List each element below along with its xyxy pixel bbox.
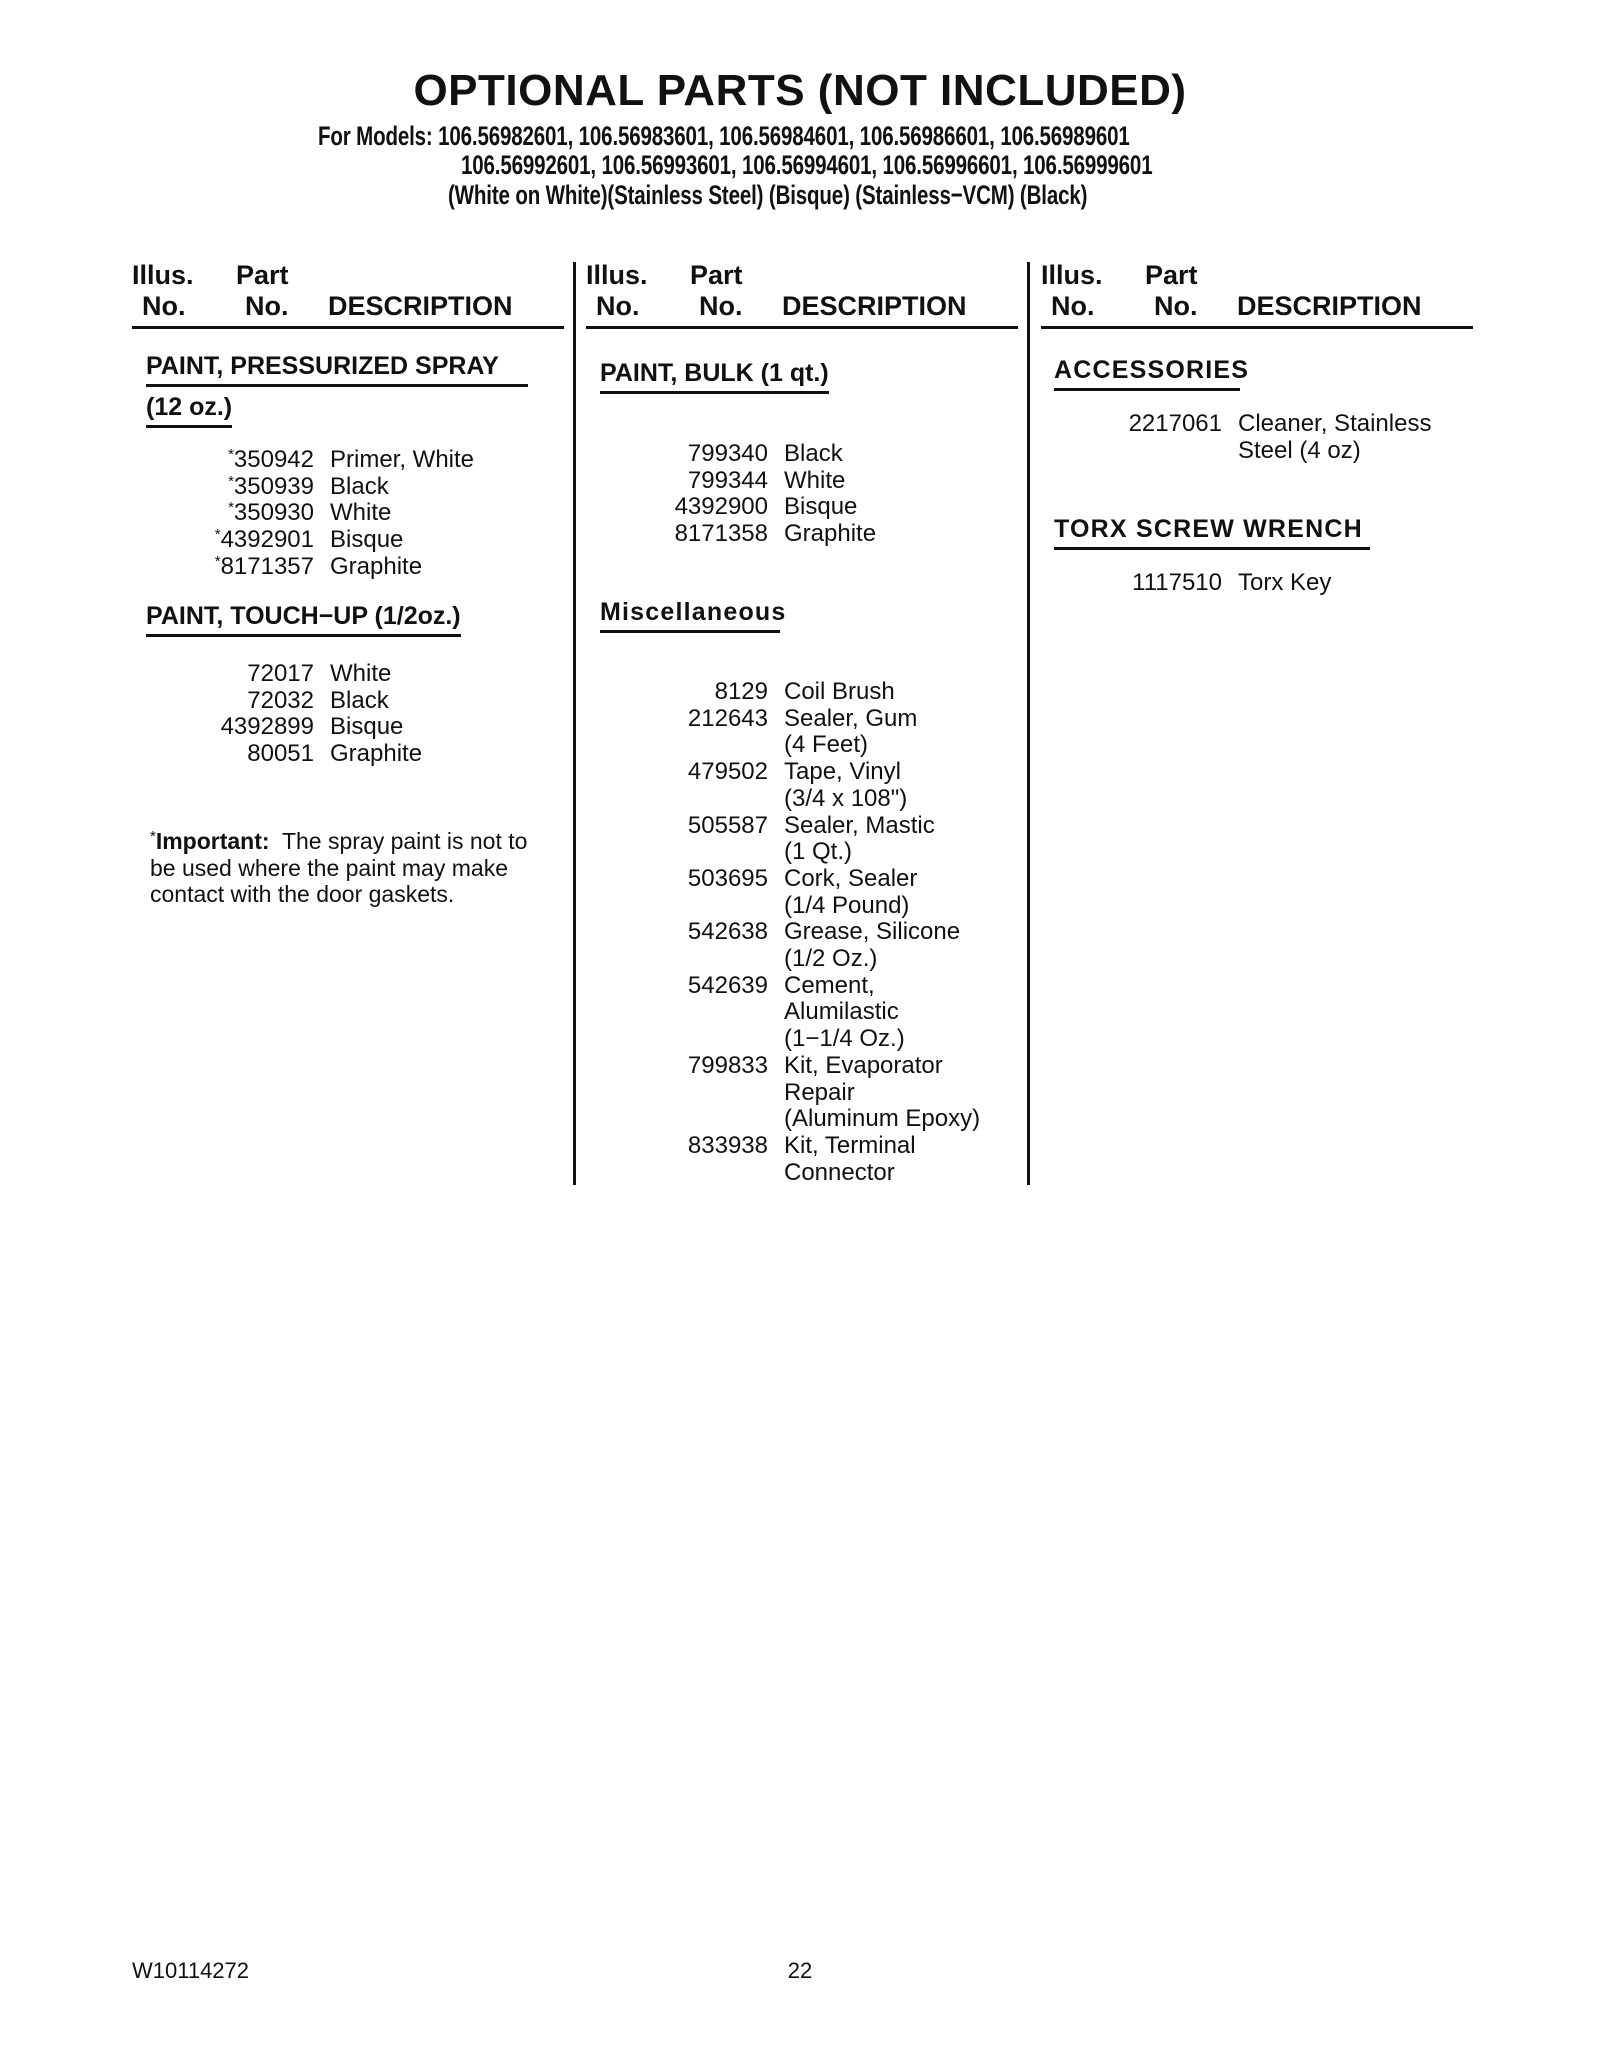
part-description: Coil Brush [784, 678, 895, 705]
part-description: Alumilastic [784, 998, 899, 1026]
bulk-paint-list [654, 441, 876, 548]
part-number: 833938 [687, 1131, 768, 1159]
part-row-continuation [654, 1106, 980, 1133]
part-row [654, 919, 980, 946]
part-row [200, 447, 474, 474]
part-description: Bisque [330, 526, 404, 554]
part-description: Bisque [330, 713, 404, 741]
part-description: (1/2 Oz.) [784, 945, 878, 973]
part-number [1108, 438, 1222, 465]
column-header: Illus. Part No. No. DESCRIPTION [1041, 258, 1473, 329]
part-description: Kit, Terminal [784, 1131, 916, 1159]
part-description: (Aluminum Epoxy) [784, 1105, 981, 1133]
accessories-list [1108, 411, 1431, 464]
part-row-continuation [654, 1160, 980, 1187]
part-description: Primer, White [330, 446, 475, 473]
part-number [654, 893, 768, 920]
part-row [654, 813, 980, 840]
important-note: *Important: The spray paint is not to be used where the paint may make contact with the door gaskets. [150, 828, 528, 908]
part-number: 72032 [247, 686, 314, 714]
part-description: Bisque [784, 493, 858, 521]
part-description: Black [330, 472, 389, 500]
part-description: Torx Key [1238, 569, 1332, 596]
part-description: Grease, Silicone [784, 918, 961, 946]
column-divider [573, 262, 576, 1185]
header-illus: Illus. [132, 260, 194, 290]
section-heading-misc: Miscellaneous [600, 598, 780, 633]
part-description: Connector [784, 1158, 895, 1186]
part-row [200, 688, 422, 715]
part-row [200, 500, 474, 527]
part-number: 542639 [687, 971, 768, 999]
part-description: (1−1/4 Oz.) [784, 1025, 905, 1053]
part-row [654, 866, 980, 893]
part-number: *350939 [228, 472, 314, 500]
part-description: (3/4 x 108") [784, 784, 908, 812]
part-number [654, 1026, 768, 1053]
part-number [654, 839, 768, 866]
part-row [654, 679, 980, 706]
column-divider [1027, 262, 1030, 1185]
part-row [654, 1053, 980, 1080]
models-line-2: 106.56992601, 106.56993601, 106.56994601, 106.56996601, 106.56999601 [461, 150, 1153, 180]
part-number [654, 1106, 768, 1133]
part-number: 505587 [687, 811, 768, 839]
part-row [654, 1133, 980, 1160]
part-number [654, 786, 768, 813]
part-number: *350930 [228, 499, 314, 527]
section-heading-spray: PAINT, PRESSURIZED SPRAY (12 oz.) [146, 352, 528, 428]
header-illus-no: No. [142, 291, 186, 321]
part-number: 72017 [247, 660, 314, 687]
part-description: Cement, [784, 971, 875, 999]
part-description: Graphite [784, 520, 877, 548]
spray-paint-list [200, 447, 474, 581]
part-row [200, 714, 422, 741]
part-number: *350942 [228, 446, 314, 473]
header-description: DESCRIPTION [328, 291, 513, 321]
torx-list [1108, 570, 1331, 597]
part-number: 1117510 [1132, 569, 1222, 596]
part-row [654, 706, 980, 733]
header-part-no: No. [245, 291, 289, 321]
part-row [654, 759, 980, 786]
part-number [654, 999, 768, 1026]
section-heading-touch-up: PAINT, TOUCH−UP (1/2oz.) [146, 602, 461, 637]
part-number: 8171358 [674, 520, 768, 548]
part-row [654, 468, 876, 495]
part-number: *4392901 [214, 526, 314, 554]
page-number: 22 [787, 1958, 813, 1983]
part-description: (1 Qt.) [784, 838, 853, 866]
part-row-continuation [1108, 438, 1431, 465]
part-row [1108, 570, 1331, 597]
part-number [654, 1160, 768, 1187]
part-number [654, 1080, 768, 1107]
part-description: Steel (4 oz) [1238, 436, 1361, 464]
parts-column-3 [1041, 258, 1473, 329]
part-number: 479502 [687, 758, 768, 786]
part-number: 503695 [687, 864, 768, 892]
part-row-continuation [654, 999, 980, 1026]
part-row [654, 494, 876, 521]
part-number: 8129 [714, 678, 768, 705]
part-description: Kit, Evaporator [784, 1051, 943, 1079]
column-header: Illus. Part No. No. DESCRIPTION [586, 258, 1018, 329]
header-part: Part [236, 260, 289, 290]
part-description: White [330, 660, 392, 687]
part-number: 799344 [687, 466, 768, 494]
part-description: Sealer, Mastic [784, 811, 935, 839]
part-row-continuation [654, 1026, 980, 1053]
part-description: Graphite [330, 552, 423, 580]
part-row [200, 741, 422, 768]
section-heading-bulk: PAINT, BULK (1 qt.) [600, 359, 829, 394]
part-row [200, 661, 422, 688]
part-number [654, 946, 768, 973]
part-number: 2217061 [1128, 410, 1222, 437]
part-row-continuation [654, 946, 980, 973]
part-row [654, 973, 980, 1000]
part-description: (1/4 Pound) [784, 891, 910, 919]
part-number: 212643 [687, 704, 768, 732]
part-description: Repair [784, 1078, 855, 1106]
part-number: 4392900 [674, 493, 768, 521]
part-number: 542638 [687, 918, 768, 946]
part-row-continuation [654, 1080, 980, 1107]
misc-list [654, 679, 980, 1186]
part-row-continuation [654, 839, 980, 866]
part-number: *8171357 [214, 552, 314, 580]
part-description: Black [330, 686, 389, 714]
part-number: 80051 [247, 740, 314, 768]
part-description: Tape, Vinyl [784, 758, 901, 786]
part-row [654, 521, 876, 548]
part-description: Black [784, 440, 843, 467]
section-heading-accessories: ACCESSORIES [1054, 356, 1240, 391]
part-row [200, 474, 474, 501]
models-finish-line: (White on White)(Stainless Steel) (Bisque) (Stainless−VCM) (Black) [448, 180, 1088, 210]
part-description: Graphite [330, 740, 423, 768]
section-heading-torx: TORX SCREW WRENCH [1054, 515, 1370, 550]
part-row [1108, 411, 1431, 438]
parts-column-1 [132, 258, 564, 329]
part-row-continuation [654, 732, 980, 759]
part-number: 799833 [687, 1051, 768, 1079]
part-number: 799340 [687, 440, 768, 467]
part-number: 4392899 [220, 713, 314, 741]
page-title: OPTIONAL PARTS (NOT INCLUDED) [413, 66, 1187, 115]
part-number [654, 732, 768, 759]
part-row [200, 554, 474, 581]
column-header [132, 258, 564, 329]
part-description: White [330, 499, 392, 527]
part-row [200, 527, 474, 554]
part-description: Cork, Sealer [784, 864, 918, 892]
touch-up-list [200, 661, 422, 768]
part-row [654, 441, 876, 468]
parts-column-2 [586, 258, 1018, 329]
models-line-1: For Models: 106.56982601, 106.56983601, 106.56984601, 106.56986601, 106.56989601 [318, 121, 1130, 151]
part-description: (4 Feet) [784, 731, 869, 759]
part-description: White [784, 466, 846, 494]
part-description: Sealer, Gum [784, 704, 918, 732]
document-number: W10114272 [132, 1958, 250, 1983]
part-row-continuation [654, 786, 980, 813]
part-description: Cleaner, Stainless [1238, 410, 1432, 437]
part-row-continuation [654, 893, 980, 920]
